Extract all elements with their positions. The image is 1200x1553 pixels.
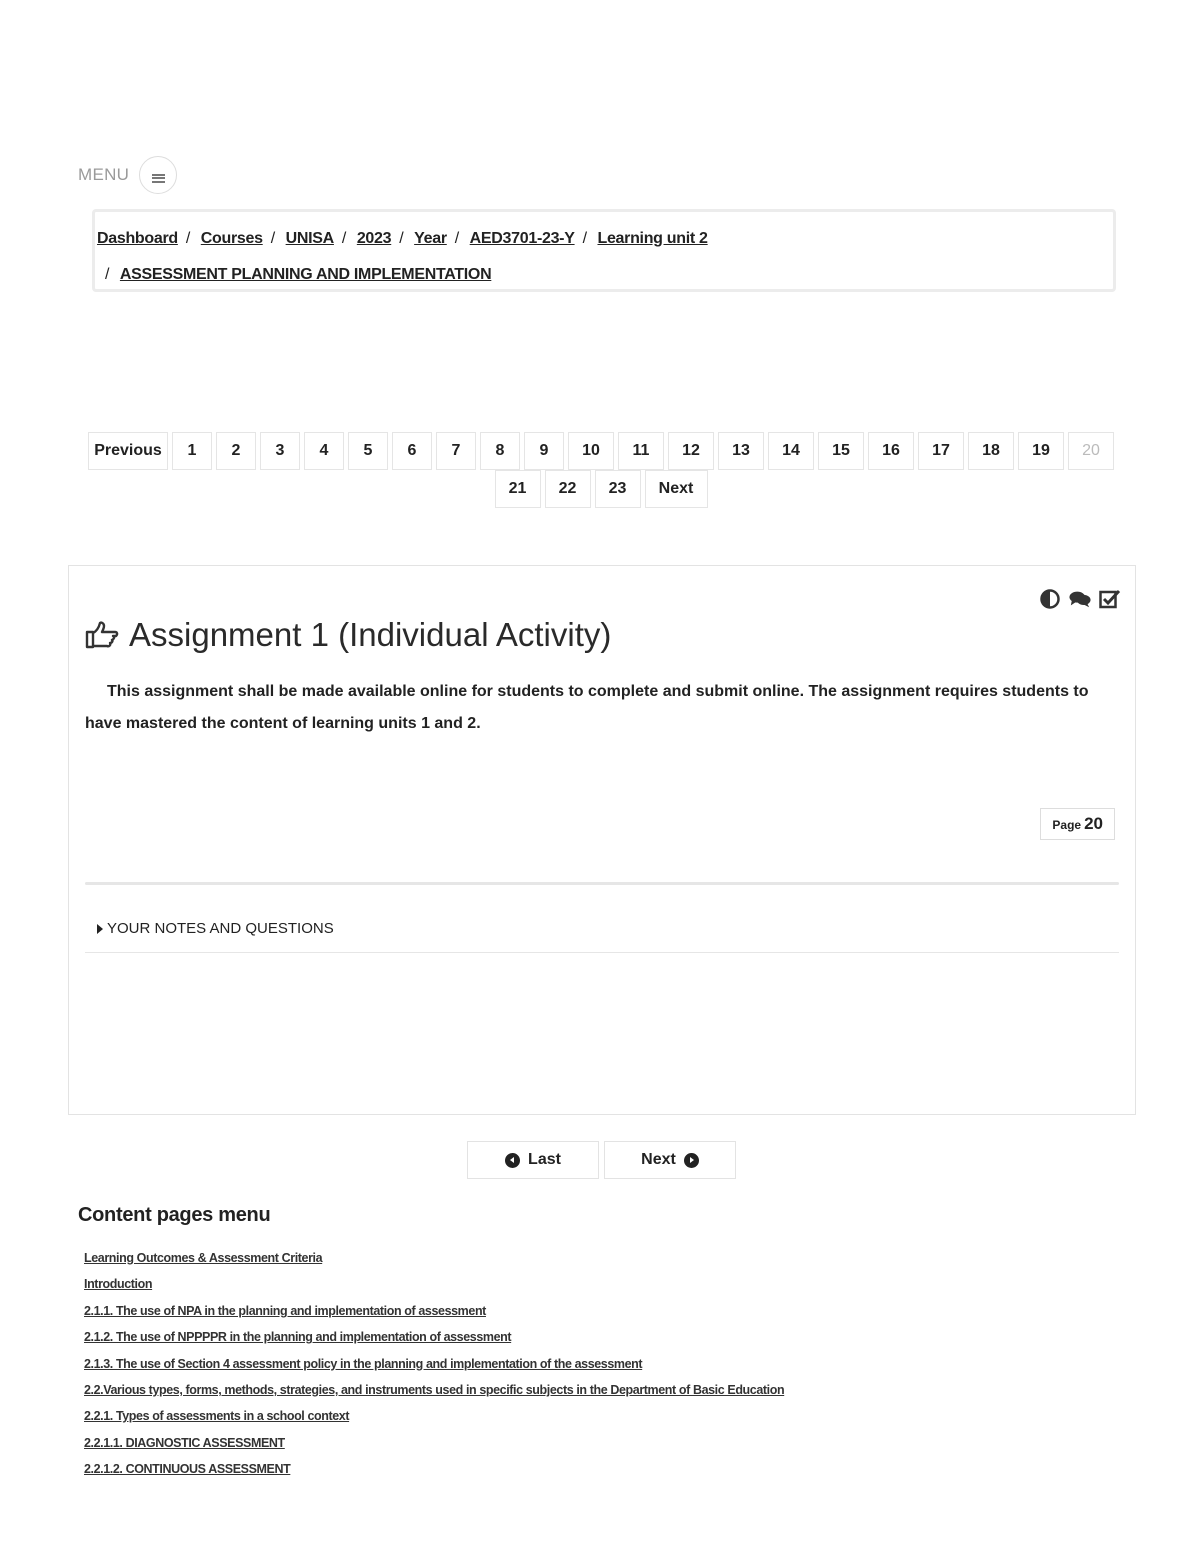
list-item [84,1301,784,1327]
page-body-text: This assignment shall be made available online for students to complete and submit online. The assignment requires students to have mastered the content of learning units 1 and 2. [85,683,1089,732]
pagination-page-2[interactable]: 2 [216,432,256,470]
pagination-page-22[interactable]: 22 [545,470,591,508]
pagination-page-7[interactable]: 7 [436,432,476,470]
checklist-icon[interactable] [1099,588,1121,610]
list-item [84,1327,784,1353]
hamburger-icon[interactable] [139,156,177,194]
content-menu-link[interactable]: 2.1.1. The use of NPA in the planning and implementation of assessment [84,1303,486,1318]
breadcrumb-separator: / [270,230,276,247]
pagination-page-15[interactable]: 15 [818,432,864,470]
page-navigation [467,1141,736,1179]
breadcrumb-dashboard[interactable]: Dashboard [97,230,178,247]
content-menu-link[interactable]: Introduction [84,1277,153,1292]
list-item [84,1406,784,1432]
last-button[interactable] [467,1141,599,1179]
breadcrumb-separator: / [105,266,110,283]
breadcrumb-2023[interactable]: 2023 [356,230,392,247]
card-toolbar [1039,588,1121,610]
page-badge-number: 20 [1084,814,1103,833]
breadcrumb-learning-unit[interactable]: Learning unit 2 [597,230,708,247]
pagination-page-6[interactable]: 6 [392,432,432,470]
menu-label: MENU [78,165,130,184]
breadcrumb-courses[interactable]: Courses [200,230,263,247]
breadcrumb-course-code[interactable]: AED3701-23-Y [469,230,575,247]
content-menu-link[interactable]: 2.2.Various types, forms, methods, strategies, and instruments used in specific subjects in the Department of Basic Education [84,1382,785,1397]
pagination-page-9[interactable]: 9 [524,432,564,470]
breadcrumb-separator: / [582,230,588,247]
breadcrumb-current-page[interactable]: ASSESSMENT PLANNING AND IMPLEMENTATION [119,266,492,283]
pagination-page-19[interactable]: 19 [1018,432,1064,470]
notes-label: YOUR NOTES AND QUESTIONS [107,920,334,937]
pagination-page-10[interactable]: 10 [568,432,614,470]
page-title-text: Assignment 1 (Individual Activity) [129,616,612,653]
list-item [84,1459,784,1485]
breadcrumb-separator: / [341,230,347,247]
pagination-page-16[interactable]: 16 [868,432,914,470]
divider [85,882,1119,885]
pagination [88,432,1114,508]
page-badge-label: Page [1052,818,1082,832]
page-title [85,616,611,654]
contrast-icon[interactable] [1039,588,1061,610]
content-card [68,565,1136,1115]
pagination-page-18[interactable]: 18 [968,432,1014,470]
next-button[interactable] [604,1141,736,1179]
last-button-label: Last [528,1151,561,1168]
content-menu-title: Content pages menu [78,1204,271,1226]
content-menu-link[interactable]: 2.1.2. The use of NPPPPR in the planning and implementation of assessment [84,1330,512,1345]
notes-section [85,886,1119,953]
content-menu-link[interactable]: 2.2.1. Types of assessments in a school context [84,1409,350,1424]
pagination-page-23[interactable]: 23 [595,470,641,508]
chevron-left-circle-icon [505,1153,520,1168]
pagination-page-21[interactable]: 21 [495,470,541,508]
breadcrumb-separator: / [185,230,191,247]
notes-toggle[interactable] [97,920,334,937]
chevron-right-circle-icon [684,1153,699,1168]
content-menu-list [84,1248,784,1486]
list-item [84,1248,784,1274]
breadcrumb-separator: / [399,230,404,247]
page-number-badge [1040,808,1115,840]
pagination-page-3[interactable]: 3 [260,432,300,470]
content-menu-link[interactable]: Learning Outcomes & Assessment Criteria [84,1251,323,1265]
pagination-next[interactable]: Next [645,470,708,508]
next-button-label: Next [641,1151,676,1168]
pagination-page-12[interactable]: 12 [668,432,714,470]
pagination-previous[interactable]: Previous [88,432,168,470]
pagination-page-11[interactable]: 11 [618,432,664,470]
pagination-page-8[interactable]: 8 [480,432,520,470]
pagination-page-14[interactable]: 14 [768,432,814,470]
breadcrumb [92,209,1116,292]
pagination-page-1[interactable]: 1 [172,432,212,470]
pagination-page-4[interactable]: 4 [304,432,344,470]
pagination-page-17[interactable]: 17 [918,432,964,470]
breadcrumb-year[interactable]: Year [414,230,447,247]
content-menu-link[interactable]: 2.2.1.2. CONTINUOUS ASSESSMENT [84,1462,291,1477]
content-menu-link[interactable]: 2.1.3. The use of Section 4 assessment policy in the planning and implementation of the assessment [84,1356,643,1371]
list-item [84,1380,784,1406]
list-item [84,1274,784,1300]
pagination-page-13[interactable]: 13 [718,432,764,470]
breadcrumb-unisa[interactable]: UNISA [285,230,334,247]
list-item [84,1433,784,1459]
hand-pointing-icon [85,621,119,649]
pagination-page-5[interactable]: 5 [348,432,388,470]
pagination-page-20-current: 20 [1068,432,1114,470]
caret-right-icon [97,924,103,934]
menu-toggle[interactable] [78,156,177,194]
list-item [84,1354,784,1380]
comments-icon[interactable] [1069,588,1091,610]
breadcrumb-separator: / [454,230,460,247]
content-menu-link[interactable]: 2.2.1.1. DIAGNOSTIC ASSESSMENT [84,1435,285,1450]
